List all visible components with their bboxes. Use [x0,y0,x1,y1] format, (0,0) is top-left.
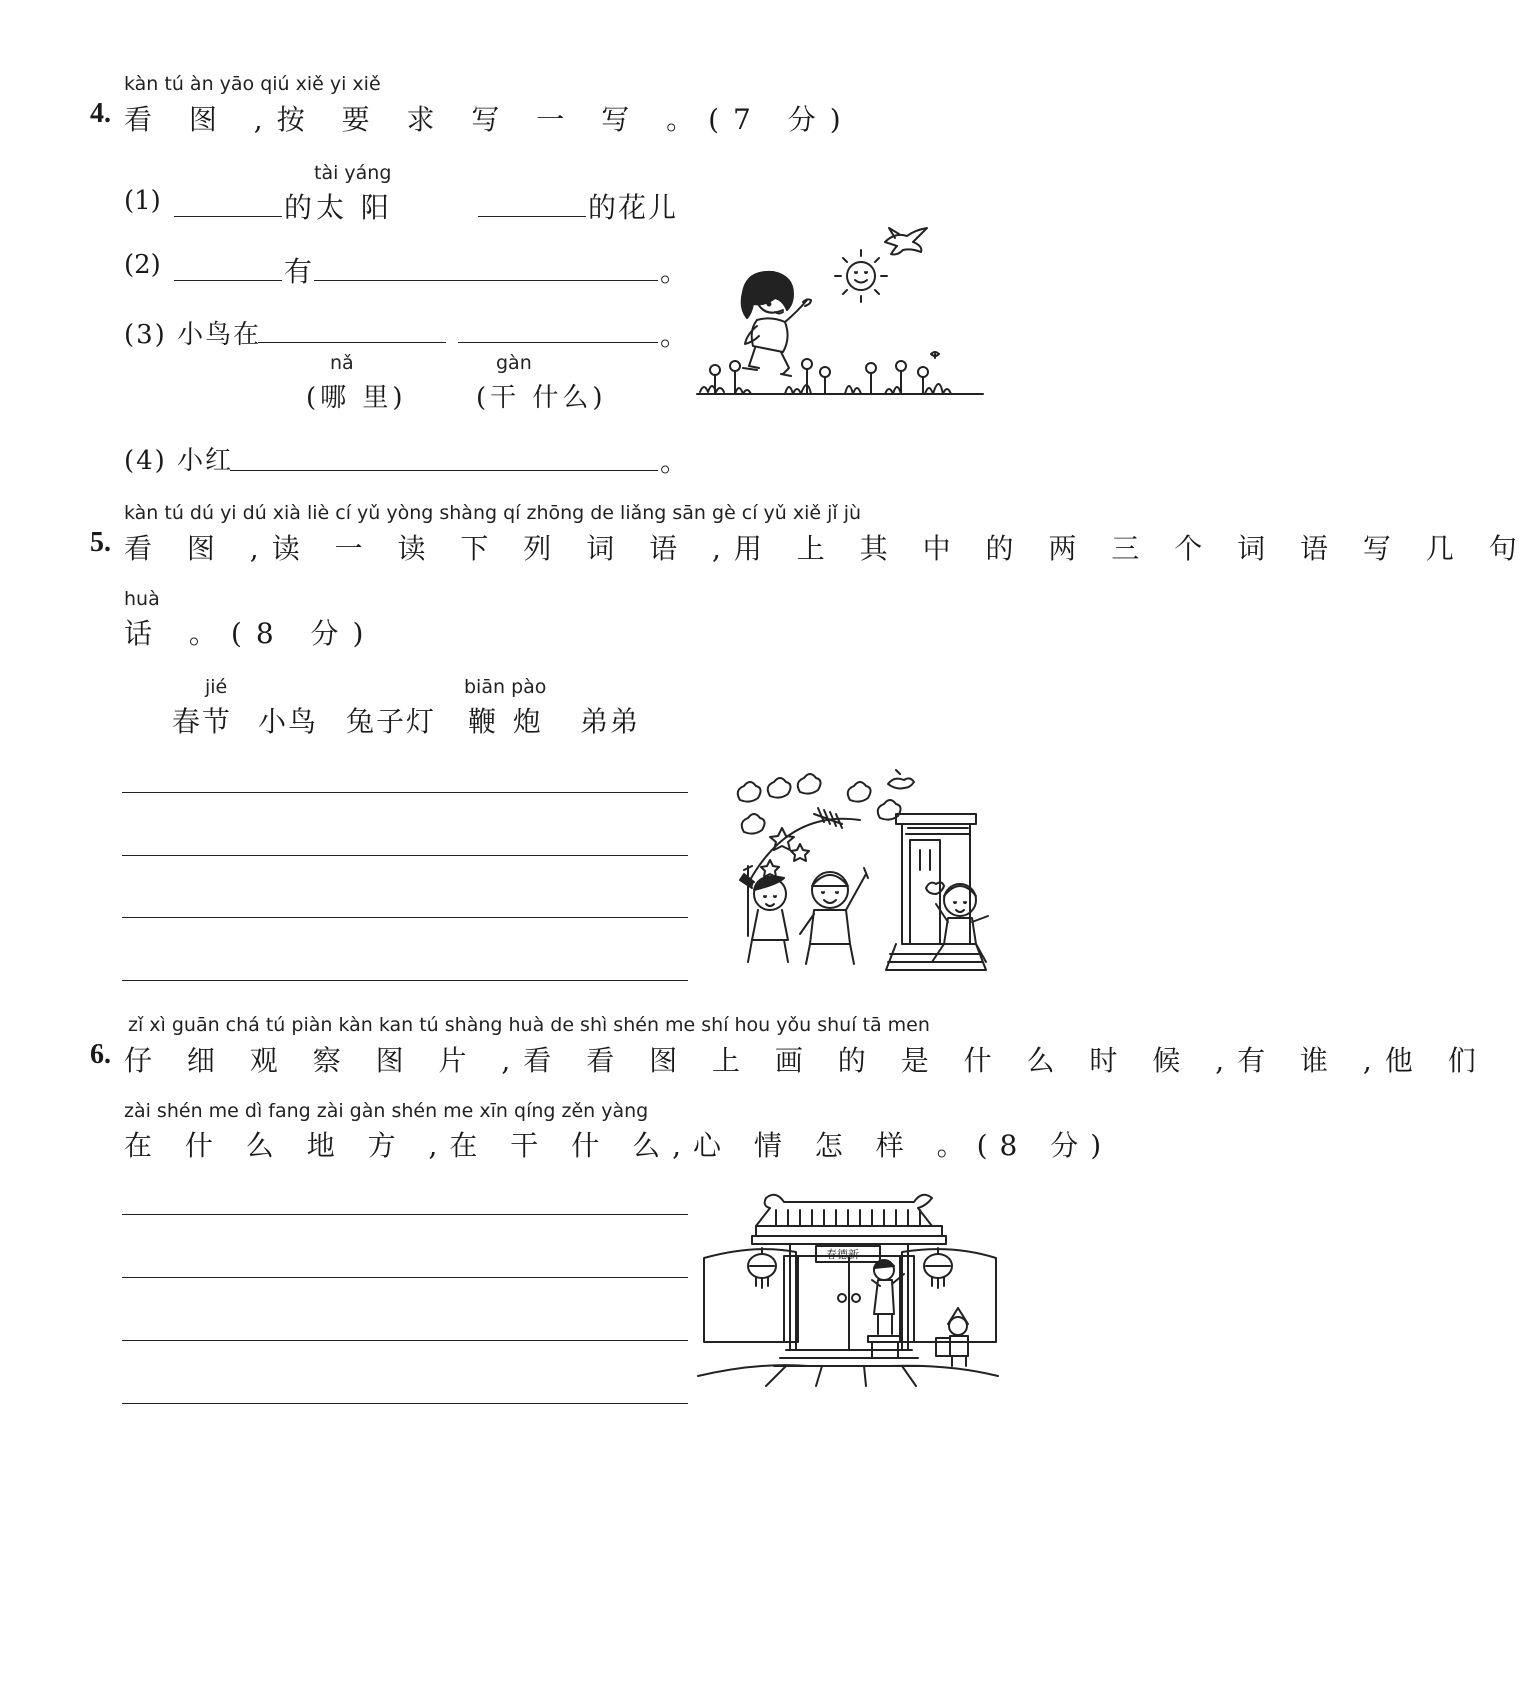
q4-pinyin: kàn tú àn yāo qiú xiě yi xiě [124,73,381,95]
q5-word: 鞭 炮 [468,705,545,738]
q4-item4-end: 。 [660,445,703,478]
q5-pinyin1: kàn tú dú yi dú xià liè cí yǔ yòng shàng qí zhōng de liǎng sān gè cí yǔ xiě jǐ jù [124,502,862,524]
boy-pasting-couplets-illustration [696,1186,1002,1386]
q4-number: 4. [90,98,111,129]
q4-item3-hint2-pinyin: gàn [496,352,532,374]
q6-answer-line[interactable] [122,1340,688,1341]
q5-title1: 看 图 ,读 一 读 下 列 词 语 ,用 上 其 中 的 两 三 个 词 语 写 几 句 [124,532,1530,565]
q5-word: 弟弟 [580,705,641,738]
q4-item3-hint1-pinyin: nǎ [330,352,354,374]
q4-item3-hint1: (哪 里) [306,383,407,413]
q6-pinyin2: zài shén me dì fang zài gàn shén me xīn qíng zěn yàng [124,1100,649,1122]
q4-item1-blank-b[interactable] [478,216,586,217]
door-plaque-text: 春德新 [826,1248,859,1261]
q5-answer-line[interactable] [122,917,688,918]
q6-answer-line[interactable] [122,1214,688,1215]
q4-item2-blank-a[interactable] [174,280,282,281]
q5-pinyin2: huà [124,588,160,610]
q4-item2-text-a: 有 [284,255,327,288]
q5-word-pinyin: jié [205,676,228,698]
q5-answer-line[interactable] [122,980,688,981]
q5-number: 5. [90,527,111,558]
q4-item4-blank[interactable] [230,470,658,471]
q5-word: 小鸟 [258,705,319,738]
q4-item1-text-a: 的太 阳 [284,191,393,224]
q4-item4-label: (4) 小红 [124,446,234,476]
q4-item2-end: 。 [660,255,703,288]
q4-title: 看 图 ,按 要 求 写 一 写 。(7 分) [124,103,855,136]
q6-title2: 在 什 么 地 方 ,在 干 什 么,心 情 怎 样 。(8 分) [124,1129,1114,1162]
q4-item3-label: (3) 小鸟在 [124,320,262,350]
q5-answer-line[interactable] [122,792,688,793]
q6-pinyin1: zǐ xì guān chá tú piàn kàn kan tú shàng huà de shì shén me shí hou yǒu shuí tā men [128,1014,930,1036]
q4-item1-text-b: 的花儿 [588,191,679,224]
q6-answer-line[interactable] [122,1403,688,1404]
q5-title2: 话 。(8 分) [124,617,378,650]
q4-item3-end: 。 [660,319,703,352]
q4-item1-label: (1) [124,186,161,216]
q6-number: 6. [90,1039,111,1070]
q5-word: 兔子灯 [346,705,437,738]
q4-item1-pinyin: tài yáng [314,162,392,184]
q4-item3-hint2: (干 什么) [476,383,607,413]
q4-item2-blank-b[interactable] [314,280,658,281]
children-with-firecrackers-illustration [730,770,1000,970]
q4-item1-blank-a[interactable] [174,216,282,217]
q4-item2-label: (2) [124,250,161,280]
q6-title1: 仔 细 观 察 图 片 ,看 看 图 上 画 的 是 什 么 时 候 ,有 谁 ,他 们 [124,1044,1489,1077]
q4-item3-blank-where[interactable] [258,342,446,343]
q5-word-pinyin: biān pào [464,676,547,698]
q4-item3-blank-what[interactable] [458,342,658,343]
girl-with-flowers-illustration [695,222,985,404]
q5-answer-line[interactable] [122,855,688,856]
q6-answer-line[interactable] [122,1277,688,1278]
q5-word: 春节 [172,705,233,738]
